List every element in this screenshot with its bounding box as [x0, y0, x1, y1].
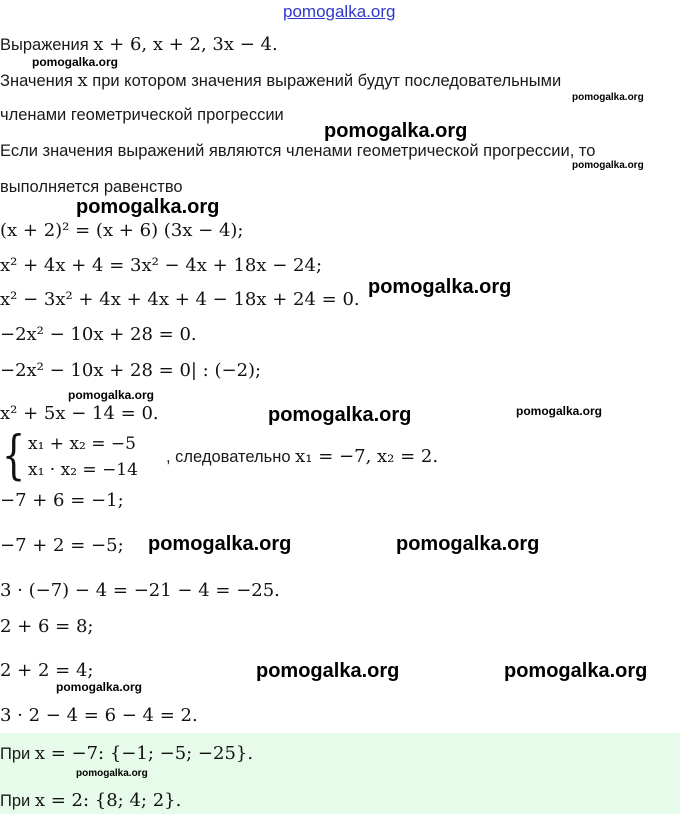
equation-8: −7 + 2 = −5; — [0, 535, 124, 556]
equation-4: −2x² − 10x + 28 = 0. — [0, 324, 197, 345]
equation-3: x² − 3x² + 4x + 4x + 4 − 18x + 24 = 0. — [0, 289, 360, 310]
watermark: pomogalka.org — [76, 196, 220, 218]
watermark: pomogalka.org — [256, 660, 400, 682]
condition-text-cont: выполняется равенство — [0, 178, 183, 196]
equation-11: 2 + 2 = 4; — [0, 660, 94, 681]
watermark: pomogalka.org — [572, 160, 644, 171]
system-row-2: x₁ · x₂ = −14 — [28, 460, 138, 480]
watermark: pomogalka.org — [76, 768, 148, 779]
watermark: pomogalka.org — [268, 404, 412, 426]
equation-12: 3 · 2 − 4 = 6 − 4 = 2. — [0, 705, 198, 726]
equation-1: (x + 2)² = (x + 6) (3x − 4); — [0, 220, 244, 241]
watermark: pomogalka.org — [572, 92, 644, 103]
brace: { — [2, 426, 26, 486]
system-row-1: x₁ + x₂ = −5 — [28, 434, 136, 454]
watermark: pomogalka.org — [56, 680, 143, 694]
watermark: pomogalka.org — [396, 533, 540, 555]
problem-question-cont: членами геометрической прогрессии — [0, 106, 284, 124]
watermark-top: pomogalka.org — [283, 2, 396, 21]
watermark: pomogalka.org — [516, 404, 603, 418]
answer-2: При x = 2: {8; 4; 2}. — [0, 790, 182, 811]
watermark: pomogalka.org — [504, 660, 648, 682]
watermark: pomogalka.org — [32, 55, 119, 69]
equation-9: 3 · (−7) − 4 = −21 − 4 = −25. — [0, 580, 280, 601]
answer-1: При x = −7: {−1; −5; −25}. — [0, 743, 254, 764]
watermark: pomogalka.org — [68, 388, 155, 402]
equation-2: x² + 4x + 4 = 3x² − 4x + 18x − 24; — [0, 255, 323, 276]
condition-text: Если значения выражений являются членами геометрической прогрессии, то — [0, 142, 596, 160]
equation-6: x² + 5x − 14 = 0. — [0, 403, 159, 424]
watermark: pomogalka.org — [148, 533, 292, 555]
equation-5: −2x² − 10x + 28 = 0| : (−2); — [0, 360, 262, 381]
watermark: pomogalka.org — [368, 276, 512, 298]
roots-conclusion: , следовательно x₁ = −7, x₂ = 2. — [166, 446, 439, 467]
watermark: pomogalka.org — [324, 120, 468, 142]
problem-question: Значения x при котором значения выражений будут последовательными — [0, 70, 562, 91]
problem-expressions: Выражения x + 6, x + 2, 3x − 4. — [0, 34, 278, 55]
equation-7: −7 + 6 = −1; — [0, 490, 124, 511]
equation-10: 2 + 6 = 8; — [0, 616, 94, 637]
